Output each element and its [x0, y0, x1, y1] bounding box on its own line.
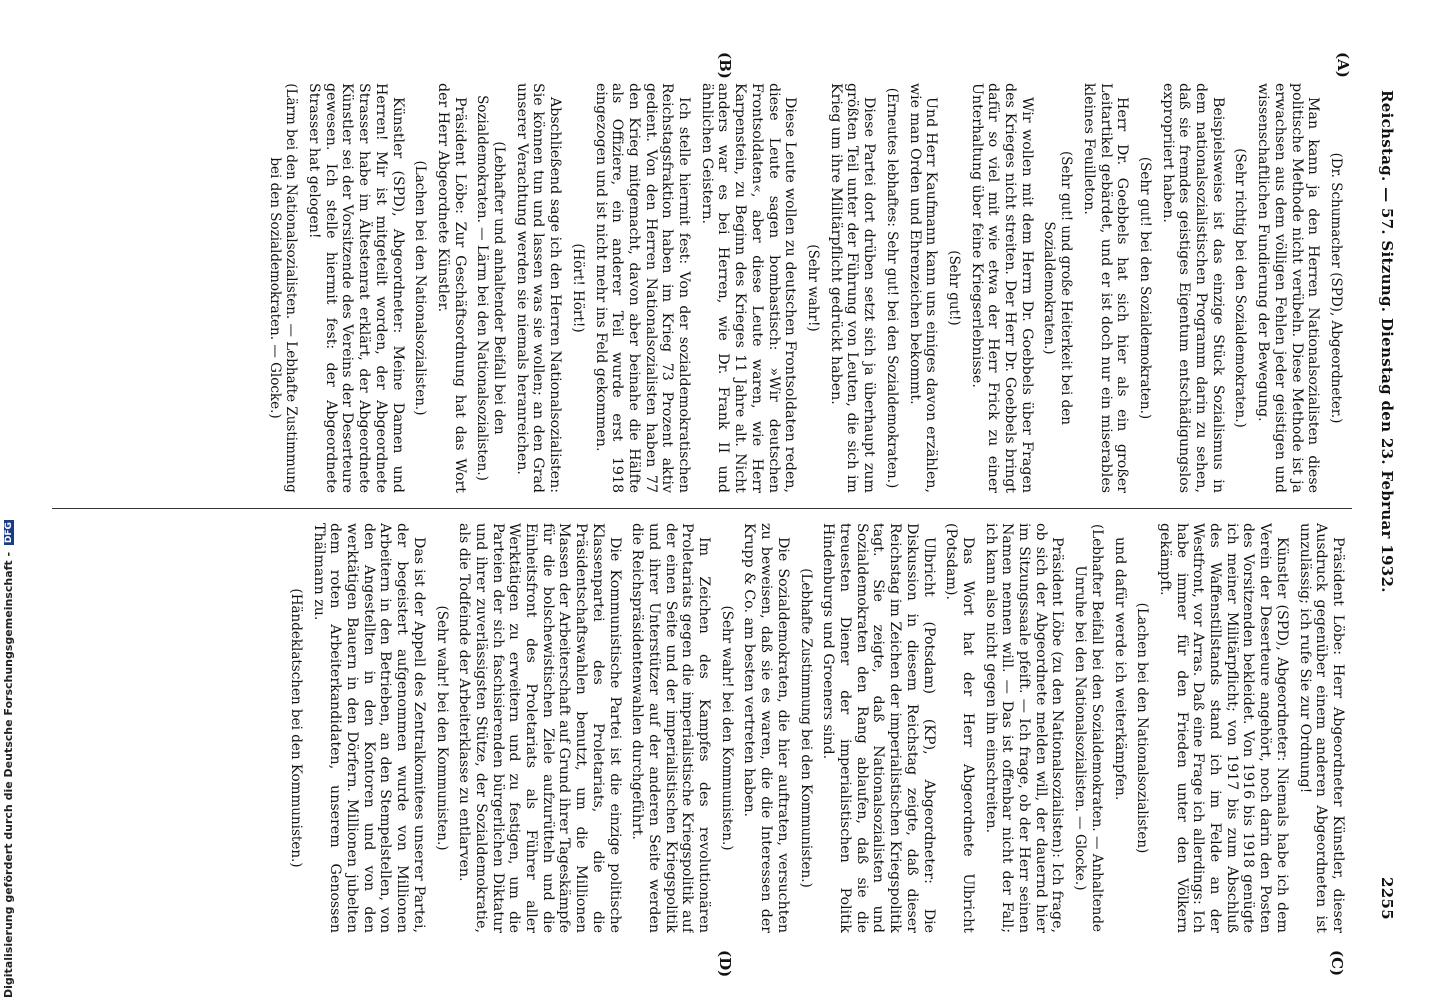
interjection: (Lärm bei den Nationalsozialisten. — Lebhafte Zustimmung bei den Sozialdemokraten. — Glocke.): [266, 83, 300, 493]
paragraph: Das Wort hat der Herr Abgeordnete Ulbricht (Potsdam).: [943, 523, 976, 933]
paragraph: Präsident Löbe (zu den Nationalsozialisten): Ich frage, ob sich der Abgeordnete melden will, der dauernd hier im Sitzungssaale pfeift. — Ich frage, ob der Herr seinen Namen nennen will. — Das ist offenbar nicht der Fall; ich kann also nicht gegen ihn einschreiten.: [982, 523, 1066, 933]
paragraph: Künstler (SPD), Abgeordneter: Meine Damen und Herren! Mir ist mitgeteilt worden, der Abgeordnete Strasser habe im Ältestenrat erklärt, der Abgeordnete Künstler sei der Vorsitzende des Vereins der Deserteure gewesen. Ich stelle hiermit fest: der Abgeordnete Strasser hat gelogen!: [306, 83, 406, 493]
paragraph: Herr Dr. Goebbels hat sich hier als ein großer Leitartikel gebärdet, und er ist doch nur ein miserables kleines Feuilleton.: [1080, 83, 1131, 493]
paragraph: Präsident Löbe: Zur Geschäftsordnung hat das Wort der Herr Abgeordnete Künstler.: [434, 83, 468, 493]
dfg-logo: DFG: [4, 522, 14, 544]
interjection: (Sehr gut! bei den Sozialdemokraten.): [1136, 156, 1153, 420]
interjection: (Händeklatschen bei den Kommunisten.): [287, 588, 304, 868]
footer-text: Digitalisierung gefördert durch die Deutsche Forschungsgemeinschaft -: [2, 551, 15, 998]
digitization-footer: [2, 520, 15, 998]
paragraph: Ulbricht (Potsdam) (KP), Abgeordneter: Die Diskussion in diesem Reichstag zeigte, daß dieser Reichstag im Zeichen der imperialistischen Kriegspolitik tagt. Sie zeigte, daß Nationalsozialisten und Sozialdemokraten den Rang ablaufen, daß sie die treuesten Diener der imperialistischen Politik Hindenburgs und Groeners sind.: [820, 523, 937, 933]
interjection: (Sehr gut!): [945, 250, 962, 326]
interjection: (Sehr wahr!): [805, 244, 822, 332]
paragraph: Im Zeichen des Kampfes des revolutionären Proletariats gegen die imperialistische Kriegspolitik auf der einen Seite und der imperialistischen Kriegspolitik und ihrer Unterstützer auf der anderen Seite werden die Reichspräsidentenwahlen durchgeführt.: [629, 523, 713, 933]
interjection: (Dr. Schumacher (SPD), Abgeordneter.): [1328, 152, 1344, 424]
paragraph: Wir wollen mit dem Herrn Dr. Goebbels über Fragen des Krieges nicht streiten. Der Herr Dr. Goebbels bringt dafür so viel mit wie etwa der Herr Frick zu einer Unterhaltung über feine Kriegserlebnisse.: [968, 83, 1035, 493]
interjection: (Sehr gut! und große Heiterkeit bei den Sozialdemokraten.): [1041, 151, 1075, 425]
interjection: (Lebhafte Zustimmung bei den Kommunisten.): [797, 568, 814, 888]
paragraph: Das ist der Appell des Zentralkomitees unserer Partei, der begeistert aufgenommen wurde von Millionen Arbeitern in den Betrieben, an den Stempelstellen, von den Angestellten in den Kontoren und von den werktätigen Bauern in den Dörfern. Millionen jubelten dem roten Arbeiterkandidaten, unserem Genossen Thälmann zu.: [310, 523, 427, 933]
interjection: (Lebhafter Beifall bei den Sozialdemokraten. — Anhaltende Unruhe bei den Nationalsozialisten. — Glocke.): [1072, 524, 1105, 932]
margin-letter-d: (D): [716, 950, 734, 978]
paragraph: Abschließend sage ich den Herren Nationalsozialisten: Sie können tun und lassen was sie wollen; an den Grad unserer Verachtung werden sie niemals heranreichen.: [513, 83, 564, 493]
paragraph: Diese Leute wollen zu deutschen Frontsoldaten reden, diese Leute sagen bombastisch: »Wir deutschen Frontsoldaten«, aber diese Leute waren, wie Herr Karpenstein, zu Beginn des Krieges 11 Jahre alt. Nicht anders war es bei Herren, wie Dr. Frank II und ähnlichen Geistern.: [698, 83, 799, 493]
paragraph: Beispielsweise ist das einzige Stück Sozialismus in dem nationalsozialistischen Programm darin zu sehen, daß sie fremdes geistiges Eigentum entschädigungslos expropriiert haben.: [1159, 83, 1226, 493]
interjection: (Erneutes lebhaftes: Sehr gut! bei den Sozialdemokraten.): [883, 87, 900, 489]
interjection: (Sehr wahr! bei den Kommunisten.): [718, 605, 735, 851]
margin-letter-b: (B): [716, 52, 734, 79]
interjection: (Lebhafter und anhaltender Beifall bei den Sozialdemokraten. — Lärm bei den Nationalsozialisten.): [474, 95, 508, 481]
margin-letter-c: (C): [1328, 950, 1346, 977]
paragraph: Und Herr Kaufmann kann uns einiges davon erzählen, wie man Orden und Ehrenzeichen bekommt.: [906, 83, 940, 493]
interjection: (Sehr richtig bei den Sozialdemokraten.): [1232, 148, 1249, 428]
interjection: (Lachen bei den Nationalsozialisten.): [412, 160, 429, 416]
column-divider: [52, 508, 1352, 509]
paragraph: Ich stelle hiermit fest: Von der sozialdemokratischen Reichstagsfraktion haben im Krieg 73 Prozent aktiv gedient. Von den Herren Nationalsozialisten haben 77 den Krieg mitgemacht, davon aber beinahe die Hälfte als Offiziere, ein anderer Teil wurde erst 1918 eingezogen und ist nicht mehr ins Feld gekommen.: [592, 83, 693, 493]
paragraph: und dafür werde ich weiterkämpfen.: [1111, 537, 1128, 801]
paragraph: Präsident Löbe: Herr Abgeordneter Künstler, dieser Ausdruck gegenüber einem anderen Abgeordneten ist unzulässig; ich rufe Sie zur Ordnung!: [1296, 523, 1346, 933]
paragraph: Man kann ja den Herren Nationalsozialisten diese politische Methode nicht verübeln. Diese Methode ist ja erwachsen aus dem völligen Fehlen jeder geistigen und wissenschaftlichen Fundierung der Bewegung.: [1255, 83, 1322, 493]
right-column: [46, 523, 1346, 933]
paragraph: Künstler (SPD), Abgeordneter: Niemals habe ich dem Verein der Deserteure angehört, noch darin den Posten des Vorsitzenden bekleidet. Von 1916 bis 1918 genügte ich meiner Militärpflicht; von 1917 bis zum Abschluß des Waffenstillstands stand ich im Felde an der Westfront, vor Arras. Daß eine Frage ich allerdings: Ich habe immer für den Frieden unter den Völkern gekämpft.: [1156, 523, 1290, 933]
paragraph: Diese Partei dort drüben setzt sich ja überhaupt zum größten Teil unter der Führung von Leuten, die sich im Krieg um ihre Militärpflicht gedrückt haben.: [827, 83, 878, 493]
page-number: 2255: [1378, 877, 1396, 920]
page-header: [1372, 90, 1396, 920]
paragraph: Die Sozialdemokraten, die hier auftraten, versuchten zu beweisen, daß sie es waren, die die Interessen der Krupp & Co. am besten vertreten haben.: [741, 523, 791, 933]
paragraph: Die Kommunistische Partei ist die einzige politische Klassenpartei des Proletariats, die die Präsidentschaftswahlen benutzt, um die Millionen Massen der Arbeiterschaft auf Grund ihrer Tageskämpfe für die bolschewistischen Ziele aufzurütteln und die Einheitsfront des Proletariats als Führer aller Werktätigen zu erweitern und zu festigen, um die Parteien der sich faschisierenden bürgerlichen Diktatur und ihrer zuverlässigsten Stütze, der Sozialdemokratie, als die Todfeinde der Arbeiterklasse zu entlarven.: [456, 523, 623, 933]
left-column: [46, 83, 1346, 493]
margin-letter-a: (A): [1334, 52, 1352, 78]
interjection: (Hört! Hört!): [569, 243, 586, 333]
interjection: (Sehr wahr! bei den Kommunisten.): [433, 605, 450, 851]
interjection: (Lachen bei den Nationalsozialisten): [1134, 602, 1151, 854]
header-title: Reichstag. — 57. Sitzung. Dienstag den 23. Februar 1932.: [1378, 90, 1396, 593]
